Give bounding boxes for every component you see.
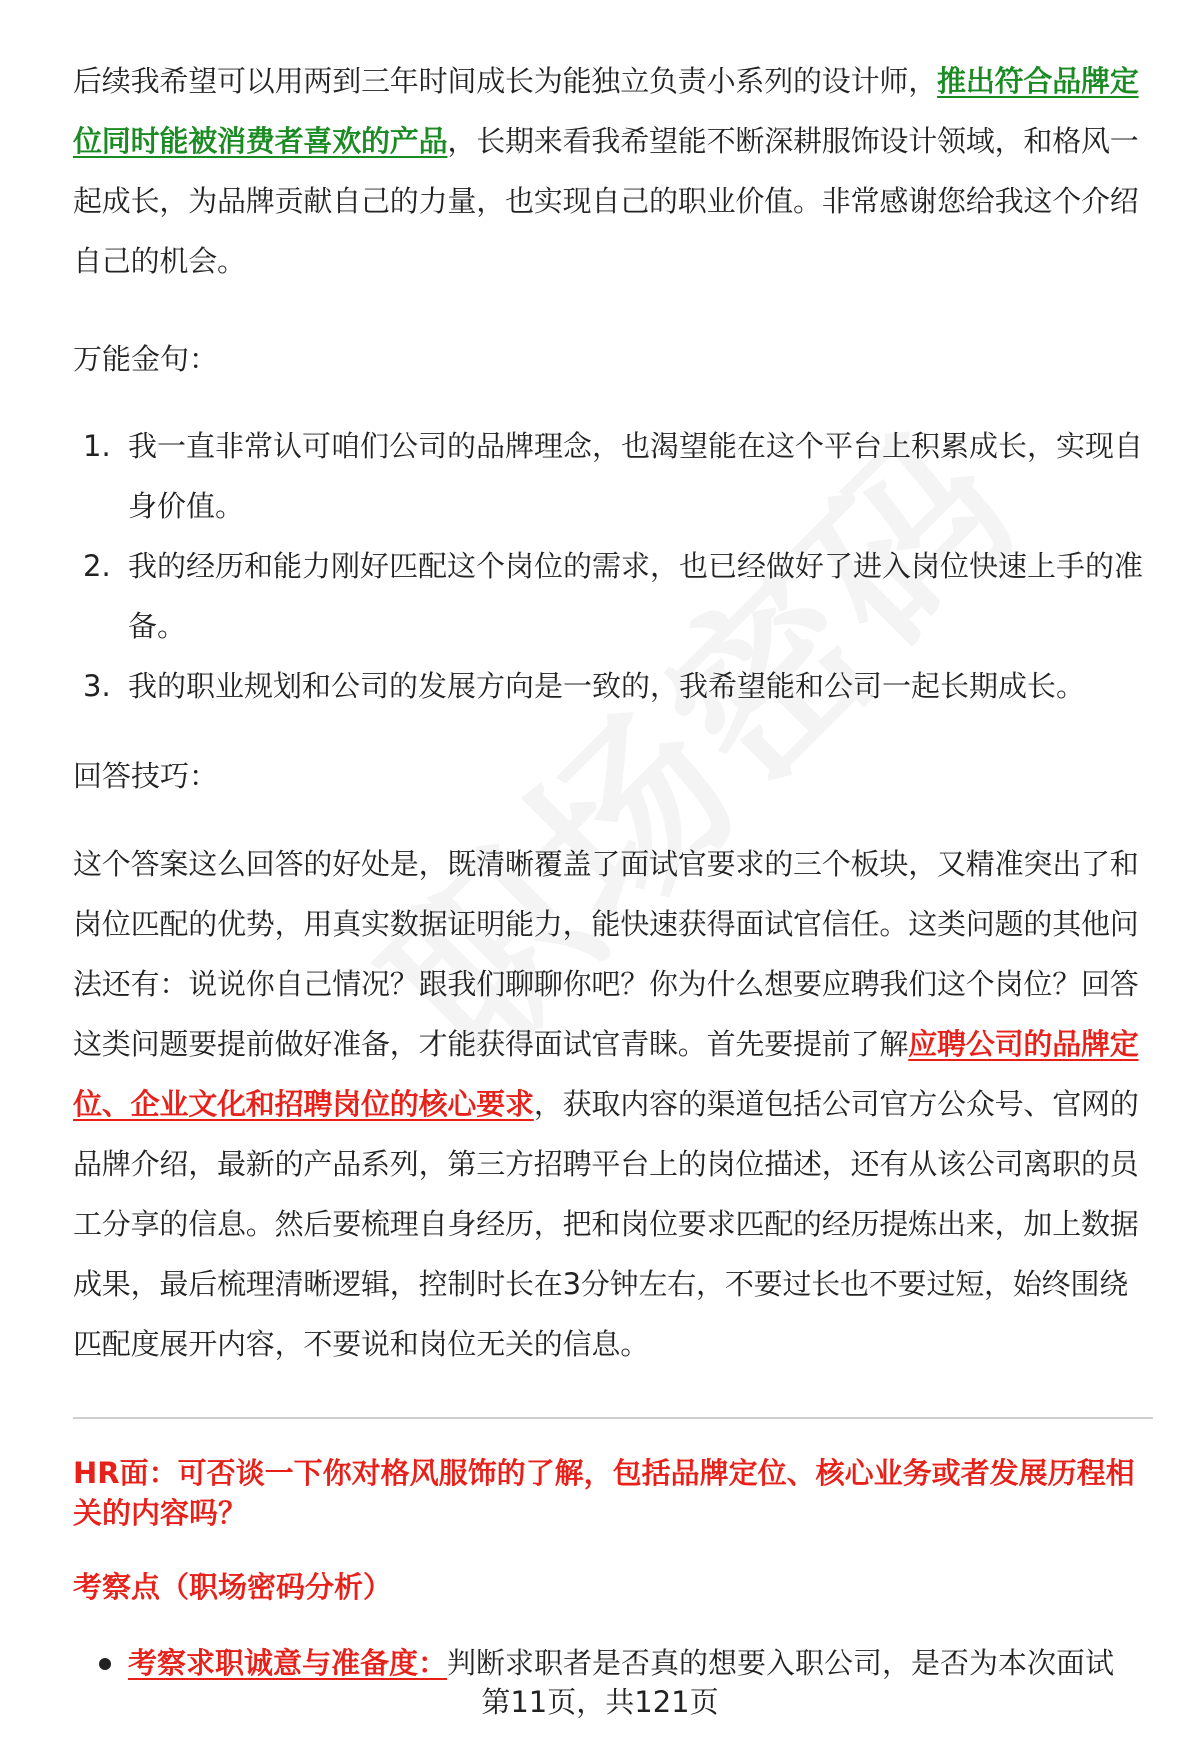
list-item (73, 536, 1153, 656)
bullet-text: 判断求职者是否真的想要入职公司，是否为本次面试 (447, 1646, 1115, 1680)
intro-text-2: ，长期来看我希望能不断深耕服饰设计领域，和格风一起成长，为品牌贡献自己的力量，也实现自己的职业价值。非常感谢您给我这个介绍自己的机会。 (73, 124, 1139, 278)
bullet-item (73, 1640, 1153, 1686)
list-item-number: 1. (83, 429, 111, 463)
golden-label: 万能金句： (73, 342, 219, 376)
intro-text-1: 后续我希望可以用两到三年时间成长为能独立负责小系列的设计师， (73, 64, 938, 98)
tips-label: 回答技巧： (73, 759, 219, 793)
section-divider (73, 1417, 1153, 1419)
list-item (73, 656, 1153, 716)
bullet-label: 考察求职诚意与准备度： (128, 1646, 448, 1680)
tips-text-1: 这个答案这么回答的好处是，既清晰覆盖了面试官要求的三个板块，又精准突出了和岗位匹配的优势，用真实数据证明能力，能快速获得面试官信任。这类问题的其他问法还有：说说你自己情况？跟我们聊聊你吧？你为什么想要应聘我们这个岗位？回答这类问题要提前做好准备，才能获得面试官青睐。首先要提前了解 (73, 847, 1139, 1061)
intro-highlight: 推出符合品牌定位同时能被消费者喜欢的产品 (73, 64, 1139, 158)
golden-list (73, 416, 1153, 716)
list-item (73, 416, 1153, 536)
list-item-text: 我的职业规划和公司的发展方向是一致的，我希望能和公司一起长期成长。 (128, 669, 1086, 703)
tips-paragraph (73, 834, 1153, 1374)
intro-paragraph (73, 51, 1153, 291)
page-footer: 第11页，共121页 (481, 1685, 719, 1719)
list-item-number: 2. (83, 549, 111, 583)
list-item-text: 我一直非常认可咱们公司的品牌理念，也渴望能在这个平台上积累成长，实现自身价值。 (128, 429, 1144, 523)
kaocha-heading: 考察点（职场密码分析） (73, 1570, 393, 1604)
tips-text-2: ，获取内容的渠道包括公司官方公众号、官网的品牌介绍，最新的产品系列，第三方招聘平台上的岗位描述，还有从该公司离职的员工分享的信息。然后要梳理自身经历，把和岗位要求匹配的经历提炼出来，加上数据成果，最后梳理清晰逻辑，控制时长在3分钟左右，不要过长也不要过短，始终围绕匹配度展开内容，不要说和岗位无关的信息。 (73, 1087, 1139, 1361)
hr-question-heading: HR面：可否谈一下你对格风服饰的了解，包括品牌定位、核心业务或者发展历程相关的内容吗？ (73, 1456, 1135, 1530)
list-item-number: 3. (83, 669, 111, 703)
list-item-text: 我的经历和能力刚好匹配这个岗位的需求，也已经做好了进入岗位快速上手的准备。 (128, 549, 1144, 643)
bullet-dot (99, 1658, 111, 1670)
tips-highlight: 应聘公司的品牌定位、企业文化和招聘岗位的核心要求 (73, 1027, 1139, 1121)
